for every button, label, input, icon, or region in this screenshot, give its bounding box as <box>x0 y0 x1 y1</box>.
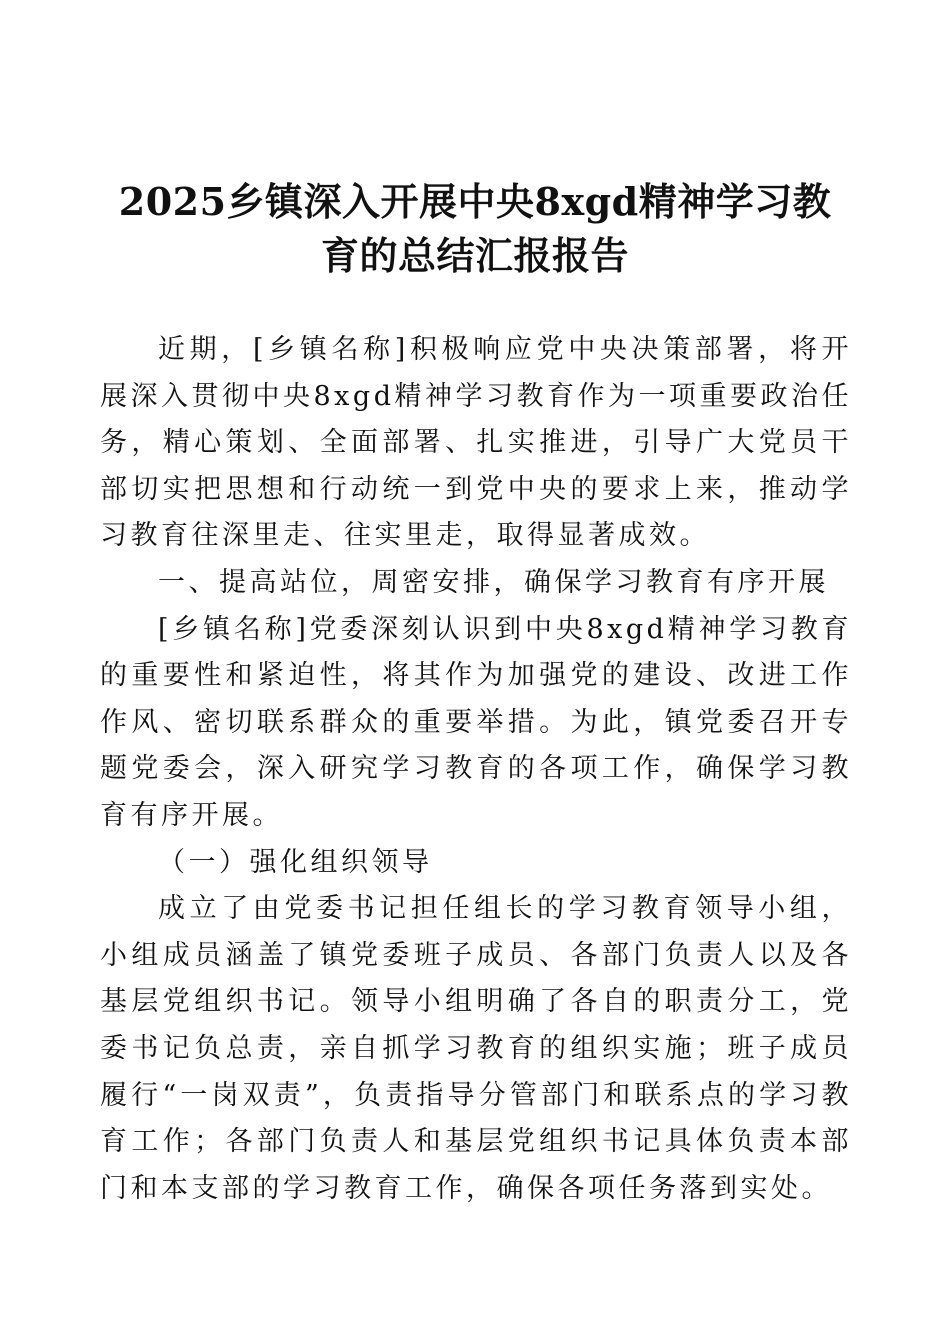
document-title <box>90 175 860 283</box>
title-line-2: 育的总结汇报报告 <box>320 233 629 278</box>
section-heading-1: 一、提高站位，周密安排，确保学习教育有序开展 <box>158 566 829 598</box>
section-1-paragraph: [乡镇名称]党委深刻认识到中央8xgd精神学习教育的重要性和紧迫性，将其作为加强党的建设、改进工作作风、密切联系群众的重要举措。为此，镇党委召开专题党委会，深入研究学习教育的各项工作，确保学习教育有序开展。 <box>100 613 852 831</box>
subsection-heading-1: （一）强化组织领导 <box>158 846 433 878</box>
subsection-1-paragraph: 成立了由党委书记担任组长的学习教育领导小组，小组成员涵盖了镇党委班子成员、各部门负责人以及各基层党组织书记。领导小组明确了各自的职责分工，党委书记负总责，亲自抓学习教育的组织实施；班子成员履行“一岗双责”，负责指导分管部门和联系点的学习教育工作；各部门负责人和基层党组织书记具体负责本部门和本支部的学习教育工作，确保各项任务落到实处。 <box>100 893 852 1204</box>
intro-paragraph: 近期，[乡镇名称]积极响应党中央决策部署，将开展深入贯彻中央8xgd精神学习教育作为一项重要政治任务，精心策划、全面部署、扎实推进，引导广大党员干部切实把思想和行动统一到党中央的要求上来，推动学习教育往深里走、往实里走，取得显著成效。 <box>100 334 852 552</box>
document-body <box>100 327 852 1212</box>
title-line-1: 2025乡镇深入开展中央8xgd精神学习教 <box>118 179 832 224</box>
